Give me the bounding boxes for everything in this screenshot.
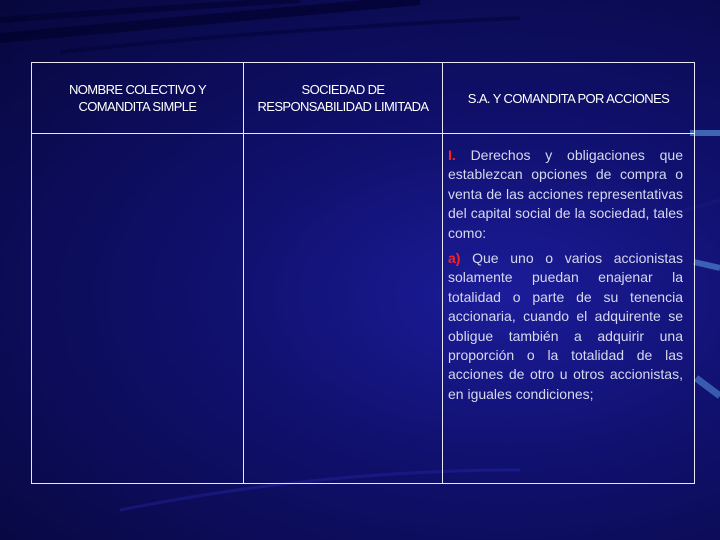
subitem-paragraph xyxy=(448,249,683,404)
header-sociedad-responsabilidad-limitada: SOCIEDAD DE RESPONSABILIDAD LIMITADA xyxy=(244,63,443,134)
cell-nombre-colectivo xyxy=(32,134,244,484)
header-sa-comandita-acciones: S.A. Y COMANDITA POR ACCIONES xyxy=(443,63,695,134)
item-text: Derechos y obligaciones que establezcan opciones de compra o venta de las acciones representativas del capital social de la sociedad, tales como: xyxy=(448,147,684,241)
comparison-table xyxy=(31,62,695,484)
item-paragraph xyxy=(448,146,683,243)
cell-sa-comandita-acciones xyxy=(443,134,695,484)
cell-sociedad-responsabilidad-limitada xyxy=(244,134,443,484)
subitem-text: Que uno o varios accionistas solamente puedan enajenar la totalidad o parte de su tenencia accionaria, cuando el adquirente se obligue también a adquirir una proporción o la totalidad de las acciones de otro u otros accionistas, en iguales condiciones; xyxy=(448,250,684,402)
cell-content xyxy=(443,134,694,404)
subitem-marker: a) xyxy=(448,250,461,267)
table-header-row xyxy=(32,63,695,134)
table-body-row xyxy=(32,134,695,484)
header-nombre-colectivo: NOMBRE COLECTIVO Y COMANDITA SIMPLE xyxy=(32,63,244,134)
item-marker: I. xyxy=(448,147,456,163)
